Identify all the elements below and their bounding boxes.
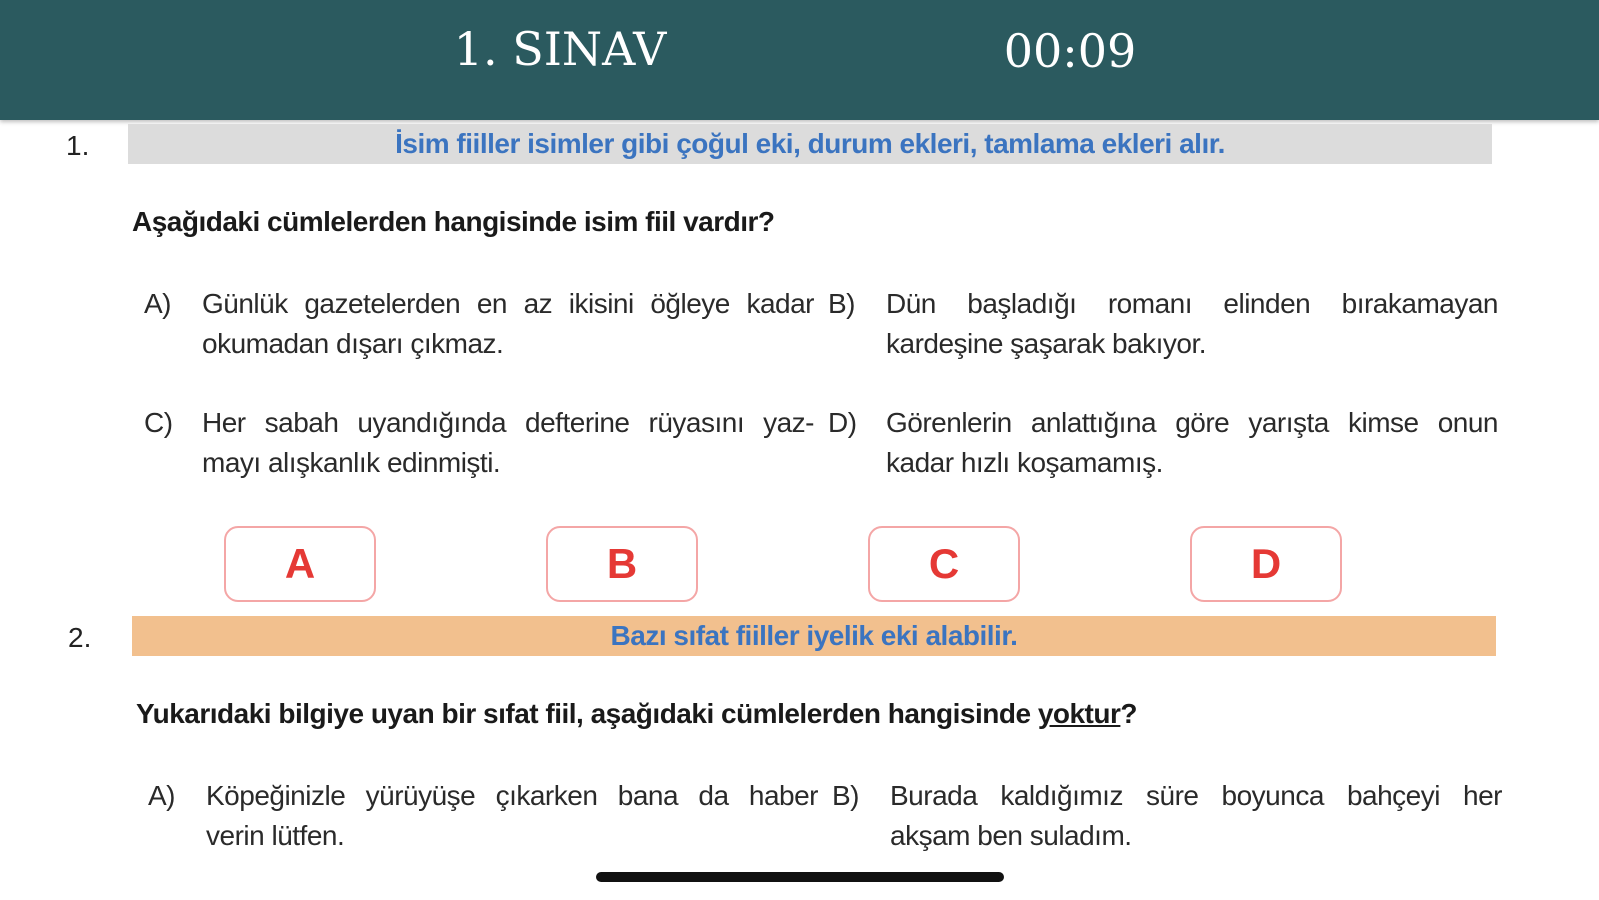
option-letter: A) (144, 288, 171, 319)
option-text: Köpeğinizle yürüyüşe çıkarken bana da haber verin lütfen. (206, 780, 818, 851)
option-letter: A) (148, 780, 175, 811)
exam-timer: 00:09 (1003, 24, 1137, 78)
question-2-number: 2. (68, 622, 92, 653)
exam-header (0, 0, 1599, 120)
option-text: Günlük gazetelerden en az ikisini öğleye kadar okumadan dışarı çıkmaz. (202, 288, 814, 359)
question-1-number: 1. (66, 130, 90, 161)
option-letter: B) (832, 780, 859, 811)
question-2-info-band: Bazı sıfat fiiller iyelik eki alabilir. (132, 616, 1496, 656)
question-2-prompt-end: ? (1120, 698, 1137, 729)
question-2-prompt-start: Yukarıdaki bilgiye uyan bir sıfat fiil, aşağıdaki cümlelerden hangisinde (136, 698, 1038, 729)
question-1-prompt: Aşağıdaki cümlelerden hangisinde isim fiil vardır? (132, 206, 775, 237)
answer-button-a[interactable]: A (224, 526, 376, 602)
option-text: Her sabah uyandığında defterine rüyasını yaz-mayı alışkanlık edinmişti. (202, 407, 814, 478)
question-list[interactable] (0, 120, 1599, 900)
option-text: Görenlerin anlattığına göre yarışta kimse onun kadar hızlı koşamamış. (886, 407, 1498, 478)
home-indicator[interactable] (596, 872, 1004, 882)
question-2-prompt-emphasis: yoktur (1037, 698, 1121, 729)
answer-button-d[interactable]: D (1190, 526, 1342, 602)
answer-button-b[interactable]: B (546, 526, 698, 602)
option-letter: B) (828, 288, 855, 319)
answer-button-c[interactable]: C (868, 526, 1020, 602)
option-letter: C) (144, 407, 173, 438)
option-letter: D) (828, 407, 857, 438)
question-1-info-band: İsim fiiller isimler gibi çoğul eki, durum ekleri, tamlama ekleri alır. (128, 124, 1492, 164)
exam-title: 1. SINAV (453, 22, 667, 76)
question-2-prompt (136, 698, 1137, 730)
option-text: Dün başladığı romanı elinden bırakamayan kardeşine şaşarak bakıyor. (886, 288, 1498, 359)
option-text: Burada kaldığımız süre boyunca bahçeyi her akşam ben suladım. (890, 780, 1502, 851)
